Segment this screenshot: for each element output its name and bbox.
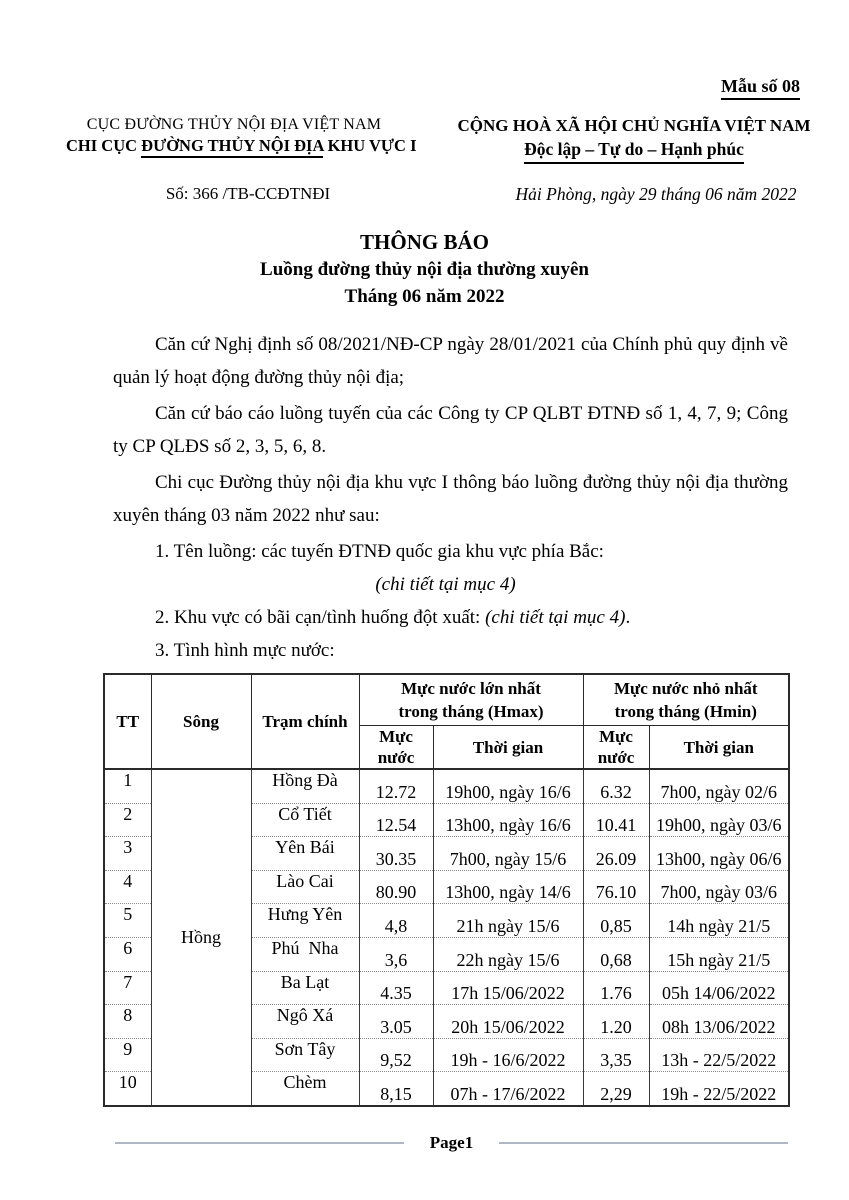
page-number-label: Page1: [429, 1132, 474, 1152]
item-2-period: .: [625, 607, 631, 628]
hmax-value: 8,15: [359, 1072, 433, 1106]
national-motto: [446, 139, 822, 164]
station-name: Phú Nha: [251, 937, 359, 971]
footer-rule-right: [499, 1142, 788, 1144]
hmax-time: 21h ngày 15/6: [433, 904, 583, 938]
document-body: [0, 328, 849, 1107]
hmin-time: 13h - 22/5/2022: [649, 1038, 789, 1072]
paragraph-legal-basis-2: Căn cứ báo cáo luồng tuyến của các Công ty CP QLBT ĐTNĐ số 1, 4, 7, 9; Công ty CP QLĐS số 2, 3, 5, 6, 8.: [113, 403, 788, 457]
hmax-time: 13h00, ngày 16/6: [433, 803, 583, 837]
hmax-value: 12.72: [359, 769, 433, 803]
col-header-station: Trạm chính: [251, 674, 359, 769]
agency-name-prefix: CHI CỤC: [66, 136, 142, 155]
hmax-time: 20h 15/06/2022: [433, 1005, 583, 1039]
hmin-time: 19h00, ngày 03/6: [649, 803, 789, 837]
footer-rule-left: [115, 1142, 404, 1144]
hmin-value: 10.41: [583, 803, 649, 837]
hmin-time: 14h ngày 21/5: [649, 904, 789, 938]
row-index: 3: [104, 837, 151, 871]
hmax-value: 12.54: [359, 803, 433, 837]
row-index: 6: [104, 937, 151, 971]
hmax-value: 4,8: [359, 904, 433, 938]
item-1-note: (chi tiết tại mục 4): [375, 574, 516, 595]
hmax-time: 19h - 16/6/2022: [433, 1038, 583, 1072]
page-footer: [0, 1133, 849, 1153]
hmin-time: 13h00, ngày 06/6: [649, 837, 789, 871]
document-subtitle: Luồng đường thủy nội địa thường xuyên: [260, 259, 589, 280]
col-header-river: Sông: [151, 674, 251, 769]
hmax-time: 07h - 17/6/2022: [433, 1072, 583, 1106]
form-number-label: Mẫu số 08: [721, 76, 800, 100]
col-header-tt: TT: [104, 674, 151, 769]
hmin-time: 08h 13/06/2022: [649, 1005, 789, 1039]
item-3-water-levels: 3. Tình hình mực nước:: [155, 640, 335, 661]
water-level-table: [103, 673, 790, 1107]
document-month: Tháng 06 năm 2022: [344, 286, 505, 307]
hmax-value: 80.90: [359, 870, 433, 904]
document-title: THÔNG BÁO: [360, 230, 489, 254]
hmax-value: 30.35: [359, 837, 433, 871]
hmin-value: 2,29: [583, 1072, 649, 1106]
paragraph-legal-basis-1: Căn cứ Nghị định số 08/2021/NĐ-CP ngày 28/01/2021 của Chính phủ quy định về quản lý hoạt động đường thủy nội địa;: [113, 334, 788, 388]
col-group-hmin: [583, 674, 789, 726]
item-1-channel-name: 1. Tên luồng: các tuyến ĐTNĐ quốc gia khu vực phía Bắc:: [155, 541, 604, 562]
hmin-value: 6.32: [583, 769, 649, 803]
row-index: 1: [104, 769, 151, 803]
hmin-value: 26.09: [583, 837, 649, 871]
item-2-note: (chi tiết tại mục 4): [485, 607, 626, 628]
item-2-shoal-areas: [113, 601, 788, 634]
hmax-value: 3,6: [359, 937, 433, 971]
row-index: 4: [104, 870, 151, 904]
row-index: 8: [104, 1005, 151, 1039]
col-header-hmin-level: [583, 726, 649, 770]
station-name: Yên Bái: [251, 837, 359, 871]
hmax-time: 19h00, ngày 16/6: [433, 769, 583, 803]
hmin-time: 7h00, ngày 03/6: [649, 870, 789, 904]
agency-name-suffix: KHU VỰC I: [323, 136, 417, 155]
col-header-hmax-time: Thời gian: [433, 726, 583, 770]
hmin-group-line1: Mực nước nhỏ nhất: [613, 679, 758, 698]
body-text: [103, 328, 788, 667]
item-2-text: 2. Khu vực có bãi cạn/tình huống đột xuất:: [155, 607, 486, 628]
row-index: 10: [104, 1072, 151, 1106]
document-title-block: [0, 229, 849, 310]
place-and-date: Hải Phòng, ngày 29 tháng 06 năm 2022: [515, 184, 797, 204]
hmin-value: 3,35: [583, 1038, 649, 1072]
hmin-value: 1.76: [583, 971, 649, 1005]
col-header-hmin-time: Thời gian: [649, 726, 789, 770]
hmin-time: 7h00, ngày 02/6: [649, 769, 789, 803]
hmax-level-line2: nước: [377, 748, 415, 767]
row-index: 2: [104, 803, 151, 837]
row-index: 7: [104, 971, 151, 1005]
hmax-value: 9,52: [359, 1038, 433, 1072]
row-index: 5: [104, 904, 151, 938]
hmin-level-line1: Mực: [599, 727, 633, 746]
hmax-value: 3.05: [359, 1005, 433, 1039]
form-label-row: [0, 0, 849, 100]
hmax-time: 22h ngày 15/6: [433, 937, 583, 971]
station-name: Ngô Xá: [251, 1005, 359, 1039]
agency-name: [66, 136, 417, 156]
hmax-time: 17h 15/06/2022: [433, 971, 583, 1005]
hmax-time: 7h00, ngày 15/6: [433, 837, 583, 871]
national-motto-block: [446, 116, 822, 164]
station-name: Sơn Tây: [251, 1038, 359, 1072]
parent-agency-name: CỤC ĐƯỜNG THỦY NỘI ĐỊA VIỆT NAM: [86, 116, 382, 133]
station-name: Ba Lạt: [251, 971, 359, 1005]
document-meta-row: [0, 164, 849, 205]
hmin-value: 0,68: [583, 937, 649, 971]
hmax-value: 4.35: [359, 971, 433, 1005]
hmin-time: 19h - 22/5/2022: [649, 1072, 789, 1106]
river-name-cell: Hồng: [151, 769, 251, 1106]
paragraph-announcement: Chi cục Đường thủy nội địa khu vực I thông báo luồng đường thủy nội địa thường xuyên tháng 03 năm 2022 như sau:: [113, 472, 788, 526]
table-row: [104, 769, 789, 803]
station-name: Hồng Đà: [251, 769, 359, 803]
letterhead: [0, 100, 849, 164]
national-header: CỘNG HOÀ XÃ HỘI CHỦ NGHĨA VIỆT NAM: [457, 116, 811, 135]
col-header-hmax-level: [359, 726, 433, 770]
hmin-level-line2: nước: [597, 748, 635, 767]
document-number: Số: 366 /TB-CCĐTNĐI: [165, 184, 331, 203]
hmax-time: 13h00, ngày 14/6: [433, 870, 583, 904]
station-name: Lào Cai: [251, 870, 359, 904]
agency-name-underlined: ĐƯỜNG THỦY NỘI ĐỊA: [141, 136, 323, 158]
national-motto-text: Độc lập – Tự do – Hạnh phúc: [524, 139, 744, 164]
hmin-time: 15h ngày 21/5: [649, 937, 789, 971]
hmin-time: 05h 14/06/2022: [649, 971, 789, 1005]
col-group-hmax: [359, 674, 583, 726]
station-name: Cổ Tiết: [251, 803, 359, 837]
station-name: Hưng Yên: [251, 904, 359, 938]
row-index: 9: [104, 1038, 151, 1072]
hmin-value: 76.10: [583, 870, 649, 904]
hmin-group-line2: trong tháng (Hmin): [614, 702, 757, 721]
station-name: Chèm: [251, 1072, 359, 1106]
hmin-value: 1.20: [583, 1005, 649, 1039]
hmax-group-line1: Mực nước lớn nhất: [401, 679, 541, 698]
hmin-value: 0,85: [583, 904, 649, 938]
hmax-level-line1: Mực: [379, 727, 413, 746]
hmax-group-line2: trong tháng (Hmax): [398, 702, 544, 721]
issuing-agency-block: [66, 116, 417, 164]
